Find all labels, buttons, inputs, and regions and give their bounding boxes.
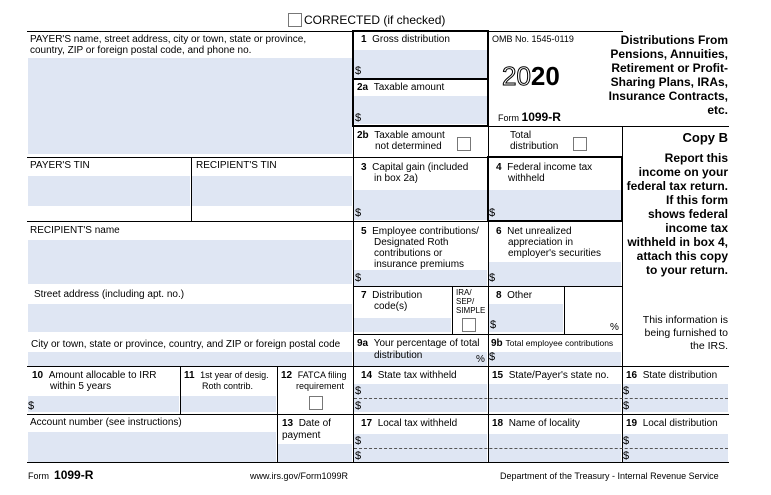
box6-fill[interactable] [489,262,621,286]
street-fill[interactable] [28,304,352,332]
box14-dollar-2: $ [355,400,362,412]
ira-label-1: IRA/ [456,288,472,297]
form-number-top: 1099-R [521,110,561,124]
box12-checkbox[interactable] [309,396,323,410]
box15-text: State/Payer's state no. [508,370,609,381]
box18-label [492,418,580,429]
box13-label-2: payment [282,430,321,441]
box1-label [361,34,450,45]
total-dist-label-2: distribution [510,141,559,152]
box8-fill[interactable] [489,304,563,332]
box17-number: 17 [361,418,373,429]
rule-v564 [564,286,565,334]
box7-label-2: code(s) [374,301,408,312]
box8-text: Other [507,290,533,301]
box6-number: 6 [496,226,502,237]
tax-year [502,62,560,90]
box9b-fill[interactable] [489,352,621,366]
box5-number: 5 [361,226,367,237]
box3-dollar: $ [355,207,362,219]
box11-fill[interactable] [181,396,276,412]
city-fill[interactable] [28,352,352,366]
total-dist-label-1: Total [510,130,532,141]
form-title: Distributions From Pensions, Annuities, Retirement or Profit-Sharing Plans, IRAs, Insurance Contracts, etc. [608,33,728,117]
box5-label-1 [361,226,479,237]
box14-text: State tax withheld [377,370,457,381]
rule-v180 [180,366,181,414]
tax-year-suffix: 20 [530,61,560,91]
box9a-number: 9a [357,338,369,349]
box8-label [496,290,532,301]
box10-number: 10 [32,370,44,381]
recipient-tin-fill[interactable] [192,176,352,206]
box19-text: Local distribution [642,418,718,429]
bottom-border [27,462,729,463]
box7-number: 7 [361,290,367,301]
footer-url[interactable]: www.irs.gov/Form1099R [250,471,349,481]
box5-label-2: Designated Roth [374,237,449,248]
recipient-name-label: RECIPIENT'S name [30,225,120,236]
box17-text: Local tax withheld [377,418,458,429]
box3-fill[interactable] [354,190,487,220]
box16-dollar-1: $ [623,385,630,397]
box6-label-3: employer's securities [508,248,602,259]
box10-text-1: Amount allocable to IRR [48,370,157,381]
box11-text-1: 1st year of desig. [200,370,269,380]
box2b-text-1: Taxable amount [374,130,445,141]
box12-number: 12 [281,370,293,381]
box9b-number: 9b [491,338,503,349]
box11-label-1 [184,370,269,381]
box9b-text: Total employee contributions [505,338,614,348]
box19-dollar-1: $ [623,435,630,447]
box9b-label [491,338,613,349]
footer-form-prefix: Form [28,471,49,481]
box16-text: State distribution [642,370,718,381]
box16-dollar-2: $ [623,400,630,412]
box10-fill[interactable] [28,396,179,412]
city-label: City or town, state or province, country, and ZIP or foreign postal code [31,339,341,350]
payer-tin-fill[interactable] [28,176,190,206]
box12-label-1 [281,370,347,381]
total-dist-checkbox[interactable] [573,137,587,151]
box15-label [492,370,609,381]
street-label: Street address (including apt. no.) [34,289,185,300]
box3-text-1: Capital gain (included [372,162,469,173]
box16-number: 16 [626,370,638,381]
copy-instructions: Report this income on your federal tax return. If this form shows federal income tax withheld in box 4, attach this copy to your return. [626,151,728,277]
box5-dollar: $ [355,272,362,284]
box19-number: 19 [626,418,638,429]
box17-divider [354,448,728,449]
box2b-label-2: not determined [375,141,442,152]
box1-number: 1 [361,34,367,45]
rule-v452 [452,286,453,334]
box2b-number: 2b [357,130,369,141]
omb-number: OMB No. 1545-0119 [492,34,574,44]
ira-checkbox[interactable] [462,318,476,332]
box18-text: Name of locality [508,418,580,429]
box12-text-1: FATCA filing [297,370,347,380]
box2b-checkbox[interactable] [457,137,471,151]
footer-form [28,468,93,483]
box14-dollar-1: $ [355,385,362,397]
box19-label [626,418,718,429]
box3-label-1 [361,162,468,173]
box3-number: 3 [361,162,367,173]
box7-text-1: Distribution [372,290,423,301]
box11-label-2: Roth contrib. [202,381,254,391]
box2a-dollar: $ [355,112,362,124]
box16-label [626,370,717,381]
box7-fill[interactable] [354,318,451,332]
footer-form-number: 1099-R [54,468,94,482]
box3-label-2: in box 2a) [374,173,418,184]
box10-dollar: $ [28,400,35,412]
recipient-tin-label: RECIPIENT'S TIN [196,160,277,171]
box4-label-1 [496,162,592,173]
box18-number: 18 [492,418,504,429]
box4-text-1: Federal income tax [507,162,593,173]
box15-number: 15 [492,370,504,381]
box9a-label-2: distribution [374,350,423,361]
box2b-label-1 [357,130,445,141]
payer-name-label-1: PAYER'S name, street address, city or town, state or province, [30,34,307,45]
box6-dollar: $ [489,272,496,284]
box10-label-1 [32,370,157,381]
box8-number: 8 [496,290,502,301]
box1-dollar: $ [355,65,362,77]
box14-number: 14 [361,370,373,381]
box7-label-1 [361,290,422,301]
account-label: Account number (see instructions) [30,417,182,428]
box6-text-1: Net unrealized [507,226,572,237]
furnished-note: This information is being furnished to the IRS. [642,314,728,352]
box5-label-4: insurance premiums [374,259,465,270]
box6-label-1 [496,226,572,237]
box2a-text: Taxable amount [373,82,445,93]
box14-label [361,370,457,381]
box17-dollar-2: $ [355,450,362,462]
payer-tin-label: PAYER'S TIN [30,160,90,171]
box13-label-1 [282,418,331,429]
box10-label-2: within 5 years [50,381,112,392]
box1-text: Gross distribution [372,34,450,45]
box9a-label-1 [357,338,480,349]
corrected-checkbox[interactable] [288,13,302,27]
tax-year-prefix: 20 [502,61,531,91]
box6-label-2: appreciation in [508,237,574,248]
box14-divider [354,398,728,399]
box5-fill[interactable] [354,270,487,286]
box11-number: 11 [184,370,195,381]
box9a-percent: % [476,354,485,365]
box5-label-3: contributions or [374,248,443,259]
box12-label-2: requirement [296,381,345,391]
box9b-dollar: $ [489,351,496,363]
recipient-name-fill[interactable] [28,240,352,284]
box2a-label [357,82,444,93]
ira-label-2: SEP/ [456,297,475,306]
ira-label-3: SIMPLE [456,306,486,315]
copy-label: Copy B [682,130,728,145]
rule-v191 [191,157,192,221]
corrected-label: CORRECTED (if checked) [304,13,446,27]
top-border [27,31,623,32]
box4-number: 4 [496,162,502,173]
rule-v277 [277,366,278,462]
box8-percent: % [610,322,619,333]
box8-dollar: $ [490,319,497,331]
form-label-top [498,112,561,124]
rule-h414 [27,414,729,415]
form-prefix-top: Form [498,113,519,123]
box13-text-1: Date of [298,418,331,429]
payer-name-fill[interactable] [28,58,352,154]
rule-h366 [27,366,729,367]
box13-number: 13 [282,418,294,429]
footer-dept: Department of the Treasury - Internal Revenue Service [500,471,719,481]
box4-label-2: withheld [508,173,545,184]
box2a-number: 2a [357,82,369,93]
box9a-text-1: Your percentage of total [373,338,480,349]
box17-dollar-1: $ [355,435,362,447]
payer-name-label-2: country, ZIP or foreign postal code, and phone no. [30,45,252,56]
box19-dollar-2: $ [623,450,630,462]
box5-text-1: Employee contributions/ [372,226,479,237]
account-fill[interactable] [28,432,276,462]
box13-fill[interactable] [278,444,352,462]
box17-label [361,418,457,429]
box4-dollar: $ [489,207,496,219]
